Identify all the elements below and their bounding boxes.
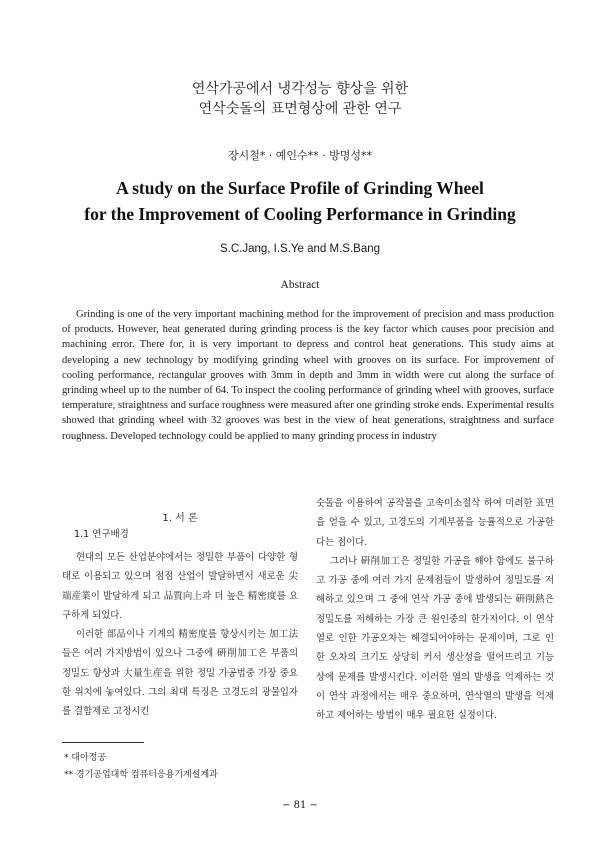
footnote-1: * 대아정공 [64, 753, 107, 763]
right-paragraph-1: 숫돌을 이용하여 공작물을 고속미소절삭 하여 미려한 표면을 얻을 수 있고, 고경도의 기계부품을 능률적으로 가공한다는 점이다. [316, 498, 554, 548]
english-title-line-2: for the Improvement of Cooling Performance in Grinding [84, 204, 516, 224]
right-paragraph-2: 그러나 硏削加工은 정밀한 가공을 해야 함에도 불구하고 가공 중에 여러 가지 문제점들이 발생하여 정밀도를 저해하고 있으며 그 중에 연삭 가공 중에 발생되는 硏削熱은 정밀도를 저해하는 가장 큰 원인중의 한가지이다. 이 연삭열로 인한 가공오차는 해결되어야하는 문제이며, 그로 인한 오차의 크기도 상당히 커서 생산성을 떨어뜨리고 기능상에 문제를 발생시킨다. 이러한 열의 발생을 억제하는 것이 연삭 과정에서는 매우 중요하며, 연삭열의 발생을 억제하고 제어하는 방법이 매우 필요한 실정이다. [316, 555, 554, 722]
section-heading-introduction: 1. 서 론 [162, 513, 198, 524]
abstract-text: Grinding is one of the very important machining method for the improvement of precision and mass production of products. However, heat generated during grinding process is the key factor which causes poor precision and machining error. There for, it is very important to depress and control heat generations. This study aims at developing a new technology by modifying grinding wheel with grooves on its surface. For improvement of cooling performance, rectangular grooves with 3mm in depth and 3mm in width were cut along the surface of grinding wheel up to the number of 64. To inspect the cooling performance of grinding wheel with grooves, surface temperature, straightness and surface roughness were measured after one grinding stroke ends. Experimental results showed that grinding wheel with 32 grooves was best in the view of heat generations, straightness and surface roughness. Developed technology could be applied to many grinding process in industry [62, 309, 554, 442]
korean-title-line-2: 연삭숫돌의 표면형상에 관한 연구 [198, 101, 402, 117]
left-paragraph-2: 이러한 部品이나 기계의 精密度를 향상시키는 加工法들은 여러 가지방법이 있으나 그중에 硏削加工은 부품의 정밀도 향상과 大量生産을 위한 정밀 가공법중 가장 중요한 위치에 놓여있다. 그의 최대 특징은 고경도의 광물입자를 결합제로 고정시킨 [62, 629, 298, 718]
left-column [62, 548, 298, 722]
page-number: − 81 − [282, 800, 318, 811]
left-paragraph-1: 현대의 모든 산업분야에서는 정밀한 부품이 다양한 형태로 이용되고 있으며 점점 산업이 발달하면서 새로운 尖端産業이 발달하게 되고 品質向上과 더 높은 精密度를 요구하게 되었다. [62, 552, 298, 621]
abstract-heading: Abstract [280, 279, 320, 291]
english-title-line-1: A study on the Surface Profile of Grinding Wheel [116, 178, 484, 198]
korean-title-line-1: 연삭가공에서 냉각성능 향상을 위한 [191, 81, 409, 97]
subsection-heading-background: 1.1 연구배경 [74, 529, 129, 540]
right-column [316, 494, 554, 726]
footnote-divider [62, 742, 144, 743]
korean-authors: 장시철* · 예인수** · 방명성** [227, 149, 373, 162]
english-authors: S.C.Jang, I.S.Ye and M.S.Bang [219, 243, 381, 255]
footnote-2: ** 경기공업대학 컴퓨터응용기계설계과 [64, 770, 218, 780]
